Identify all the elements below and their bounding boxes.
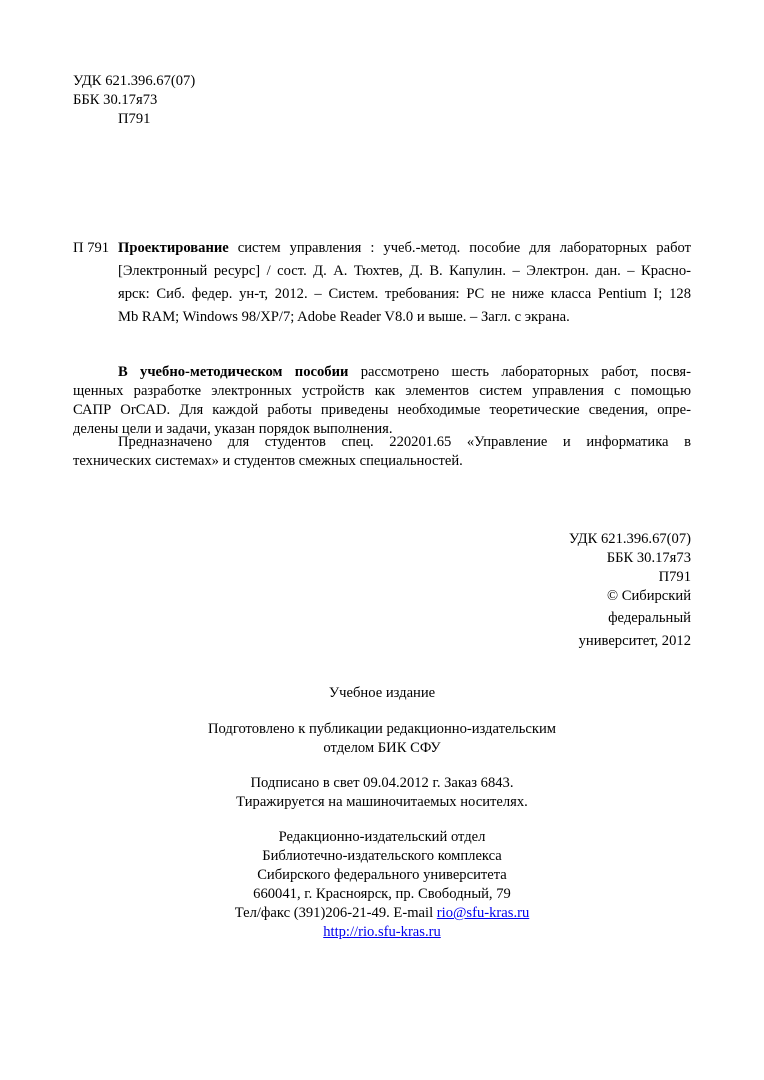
bib-code: П 791	[73, 240, 110, 256]
prepared-line-1: Подготовлено к публикации редакционно-издательским	[207, 721, 556, 737]
bib-line-1	[118, 240, 691, 258]
udk-code: УДК 621.396.67(07)	[73, 73, 196, 89]
annotation-line-3: САПР OrCAD. Для каждой работы приведены необходимые теоретические сведения, опре-	[73, 402, 691, 418]
author-index: П791	[118, 111, 151, 127]
prepared-line-2: отделом БИК СФУ	[323, 740, 441, 756]
url-line	[0, 924, 764, 942]
contact-line	[0, 905, 764, 923]
copies-line: Тиражируется на машиночитаемых носителях.	[236, 794, 528, 810]
copyright-line-2: федеральный	[608, 610, 691, 626]
annotation-line-1	[118, 364, 691, 382]
annotation-line-1-text: рассмотрено шесть лабораторных работ, посвя-	[360, 364, 691, 380]
bib-title: Проектирование	[118, 240, 229, 256]
edition-type: Учебное издание	[328, 685, 436, 701]
bib-line-4: Mb RAM; Windows 98/XP/7; Adobe Reader V8.0 и выше. – Загл. с экрана.	[118, 309, 570, 325]
publisher-line-3: Сибирского федерального университета	[257, 867, 507, 883]
email-link[interactable]: rio@sfu-kras.ru	[436, 905, 530, 921]
annotation-line-4: делены цели и задачи, указан порядок выполнения.	[73, 421, 393, 437]
right-bbk-code: ББК 30.17я73	[606, 550, 691, 566]
bbk-code: ББК 30.17я73	[73, 92, 158, 108]
contact-prefix: Тел/факс (391)206-21-49. E-mail	[234, 905, 437, 921]
copyright-line-1: © Сибирский	[607, 588, 691, 604]
signed-line: Подписано в свет 09.04.2012 г. Заказ 6843.	[250, 775, 514, 791]
annotation-line-6: технических системах» и студентов смежных специальностей.	[73, 453, 463, 469]
publisher-line-1: Редакционно-издательский отдел	[278, 829, 486, 845]
right-udk-code: УДК 621.396.67(07)	[568, 531, 691, 547]
website-link[interactable]: http://rio.sfu-kras.ru	[323, 924, 441, 940]
right-author-index: П791	[658, 569, 691, 585]
copyright-line-3: университет, 2012	[578, 633, 691, 649]
publisher-line-2: Библиотечно-издательского комплекса	[262, 848, 502, 864]
annotation-line-5: Предназначено для студентов спец. 220201.65 «Управление и информатика в	[118, 434, 691, 450]
bib-line-1-text: систем управления : учеб.-метод. пособие для лабораторных работ	[237, 240, 691, 256]
annotation-line-2: щенных разработке электронных устройств как элементов систем управления с помощью	[73, 383, 691, 399]
address-line: 660041, г. Красноярск, пр. Свободный, 79	[253, 886, 511, 902]
bib-line-3: ярск: Сиб. федер. ун-т, 2012. – Систем. требования: PC не ниже класса Pentium I; 128	[118, 286, 691, 302]
annotation-lead: В учебно-методическом пособии	[118, 364, 349, 380]
bib-line-2: [Электронный ресурс] / сост. Д. А. Тюхтев, Д. В. Капулин. – Электрон. дан. – Красно-	[118, 263, 691, 279]
